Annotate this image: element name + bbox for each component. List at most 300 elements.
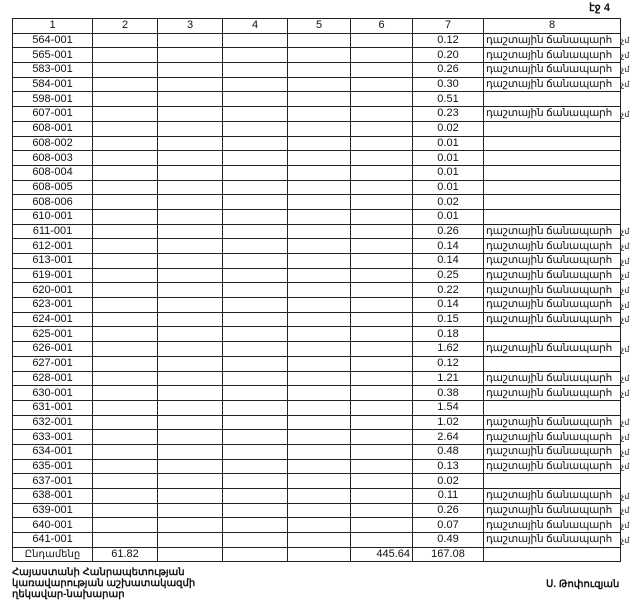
cell <box>288 312 351 327</box>
cell <box>158 209 223 224</box>
position-line: Հայաստանի Հանրապետության <box>12 567 185 578</box>
cell <box>288 180 351 195</box>
cell <box>93 415 158 430</box>
plot-id: 583-001 <box>13 63 93 78</box>
cell <box>351 327 413 342</box>
cell <box>223 136 288 151</box>
cell <box>223 195 288 210</box>
cell <box>158 400 223 415</box>
cell <box>223 489 288 504</box>
cell <box>93 121 158 136</box>
plot-area: 0.01 <box>413 136 484 151</box>
land-use: դաշտային ճանապարհ <box>484 489 621 504</box>
margin-mark: չմ <box>621 344 630 354</box>
cell <box>351 371 413 386</box>
cell <box>93 474 158 489</box>
land-use: դաշտային ճանապարհ <box>484 268 621 283</box>
col-header-8: 8 <box>484 19 621 34</box>
plot-id: 626-001 <box>13 342 93 357</box>
land-use: դաշտային ճանապարհ <box>484 342 621 357</box>
plot-id: 638-001 <box>13 489 93 504</box>
col-header-2: 2 <box>93 19 158 34</box>
cell <box>93 400 158 415</box>
cell <box>288 239 351 254</box>
cell <box>93 298 158 313</box>
cell <box>351 107 413 122</box>
cell <box>158 474 223 489</box>
margin-mark: չմ <box>621 462 630 472</box>
col-header-7: 7 <box>413 19 484 34</box>
plot-id: 608-002 <box>13 136 93 151</box>
land-use: դաշտային ճանապարհ <box>484 33 621 48</box>
cell <box>223 209 288 224</box>
cell <box>351 92 413 107</box>
cell <box>158 195 223 210</box>
cell <box>351 386 413 401</box>
cell <box>223 165 288 180</box>
plot-id: 634-001 <box>13 444 93 459</box>
cell <box>351 268 413 283</box>
land-use: դաշտային ճանապարհ <box>484 430 621 445</box>
margin-mark: չմ <box>621 535 630 545</box>
land-use: դաշտային ճանապարհ <box>484 533 621 548</box>
cell <box>288 33 351 48</box>
cell <box>351 503 413 518</box>
cell <box>351 444 413 459</box>
margin-mark: չմ <box>621 315 630 325</box>
cell <box>351 180 413 195</box>
cell <box>223 386 288 401</box>
margin-mark: չմ <box>621 506 630 516</box>
land-use: դաշտային ճանապարհ <box>484 371 621 386</box>
cell <box>351 489 413 504</box>
cell <box>158 63 223 78</box>
cell <box>158 489 223 504</box>
plot-id: 623-001 <box>13 298 93 313</box>
cell <box>351 224 413 239</box>
plot-area: 0.30 <box>413 77 484 92</box>
margin-mark: չմ <box>621 227 630 237</box>
cell <box>288 165 351 180</box>
cell <box>93 224 158 239</box>
cell <box>351 239 413 254</box>
col-header-5: 5 <box>288 19 351 34</box>
land-use: դաշտային ճանապարհ <box>484 77 621 92</box>
cell <box>223 224 288 239</box>
cell <box>288 400 351 415</box>
cell <box>351 298 413 313</box>
margin-mark: չմ <box>621 109 630 119</box>
cell <box>93 107 158 122</box>
land-use <box>484 180 621 195</box>
cell <box>93 327 158 342</box>
plot-area: 0.23 <box>413 107 484 122</box>
plot-area: 0.01 <box>413 180 484 195</box>
cell <box>351 283 413 298</box>
cell <box>223 180 288 195</box>
cell <box>288 356 351 371</box>
plot-area: 0.15 <box>413 312 484 327</box>
cell <box>158 77 223 92</box>
cell <box>158 533 223 548</box>
table-row <box>13 386 621 401</box>
cell <box>93 33 158 48</box>
cell <box>288 195 351 210</box>
table-row <box>13 48 621 63</box>
cell <box>93 489 158 504</box>
cell <box>288 386 351 401</box>
col-header-4: 4 <box>223 19 288 34</box>
cell <box>351 459 413 474</box>
plot-area: 0.01 <box>413 151 484 166</box>
table-row <box>13 283 621 298</box>
cell <box>351 63 413 78</box>
cell <box>351 430 413 445</box>
cell <box>288 342 351 357</box>
margin-mark: չմ <box>621 418 630 428</box>
col-header-1: 1 <box>13 19 93 34</box>
cell <box>158 430 223 445</box>
cell <box>93 503 158 518</box>
land-use: դաշտային ճանապարհ <box>484 503 621 518</box>
cell <box>158 312 223 327</box>
cell <box>351 209 413 224</box>
plot-area: 0.14 <box>413 254 484 269</box>
cell <box>351 533 413 548</box>
position-line: ղեկավար-նախարար <box>12 589 125 600</box>
plot-area: 0.26 <box>413 63 484 78</box>
margin-mark: չմ <box>621 256 630 266</box>
plot-id: 565-001 <box>13 48 93 63</box>
table-row <box>13 415 621 430</box>
cell <box>223 77 288 92</box>
cell <box>223 474 288 489</box>
cell <box>223 415 288 430</box>
land-use: դաշտային ճանապարհ <box>484 224 621 239</box>
plot-area: 0.38 <box>413 386 484 401</box>
cell <box>93 386 158 401</box>
cell <box>93 63 158 78</box>
cell <box>288 77 351 92</box>
cell <box>158 518 223 533</box>
header-row <box>13 19 621 34</box>
plot-id: 608-004 <box>13 165 93 180</box>
margin-mark: չմ <box>621 432 630 442</box>
cell <box>288 533 351 548</box>
land-use: դաշտային ճանապարհ <box>484 459 621 474</box>
land-plots-table <box>12 18 621 562</box>
cell <box>351 151 413 166</box>
plot-area: 0.26 <box>413 503 484 518</box>
plot-area: 0.26 <box>413 224 484 239</box>
cell <box>158 444 223 459</box>
table-row <box>13 33 621 48</box>
cell <box>93 165 158 180</box>
plot-area: 1.21 <box>413 371 484 386</box>
table-row <box>13 459 621 474</box>
land-use: դաշտային ճանապարհ <box>484 48 621 63</box>
plot-area: 0.11 <box>413 489 484 504</box>
cell <box>158 503 223 518</box>
cell <box>288 92 351 107</box>
margin-mark: չմ <box>621 374 630 384</box>
cell <box>158 224 223 239</box>
cell <box>93 430 158 445</box>
plot-area: 1.02 <box>413 415 484 430</box>
table-row <box>13 430 621 445</box>
plot-id: 613-001 <box>13 254 93 269</box>
table-row <box>13 444 621 459</box>
land-use <box>484 195 621 210</box>
cell <box>223 151 288 166</box>
plot-area: 0.13 <box>413 459 484 474</box>
cell <box>288 489 351 504</box>
cell <box>288 430 351 445</box>
margin-mark: չմ <box>621 50 630 60</box>
cell <box>93 209 158 224</box>
cell <box>351 48 413 63</box>
table-row <box>13 400 621 415</box>
land-use <box>484 327 621 342</box>
cell <box>223 518 288 533</box>
cell <box>223 356 288 371</box>
cell <box>223 327 288 342</box>
plot-id: 608-005 <box>13 180 93 195</box>
table-row <box>13 121 621 136</box>
plot-area: 0.14 <box>413 239 484 254</box>
margin-mark: չմ <box>621 36 630 45</box>
cell <box>158 268 223 283</box>
land-use <box>484 92 621 107</box>
cell <box>351 312 413 327</box>
cell <box>288 283 351 298</box>
margin-mark: չմ <box>621 491 630 501</box>
plot-id: 633-001 <box>13 430 93 445</box>
margin-mark: չմ <box>621 285 630 295</box>
table-row <box>13 474 621 489</box>
table-row <box>13 107 621 122</box>
plot-area: 0.25 <box>413 268 484 283</box>
cell <box>158 121 223 136</box>
cell <box>288 209 351 224</box>
signatory-name: Ս. Թոփուզյան <box>546 579 620 590</box>
plot-id: 625-001 <box>13 327 93 342</box>
plot-area: 0.12 <box>413 356 484 371</box>
plot-id: 608-001 <box>13 121 93 136</box>
plot-area: 0.49 <box>413 533 484 548</box>
table-row <box>13 151 621 166</box>
cell <box>158 180 223 195</box>
land-use: դաշտային ճանապարհ <box>484 415 621 430</box>
cell <box>93 356 158 371</box>
cell <box>93 268 158 283</box>
total-col7: 167.08 <box>413 547 484 562</box>
cell <box>351 474 413 489</box>
cell <box>223 239 288 254</box>
cell <box>288 547 351 562</box>
cell <box>288 327 351 342</box>
cell <box>288 518 351 533</box>
cell <box>93 151 158 166</box>
land-use <box>484 136 621 151</box>
plot-id: 635-001 <box>13 459 93 474</box>
table-row <box>13 268 621 283</box>
table-row <box>13 165 621 180</box>
land-use: դաշտային ճանապարհ <box>484 283 621 298</box>
cell <box>158 92 223 107</box>
cell <box>93 180 158 195</box>
cell <box>158 371 223 386</box>
cell <box>288 474 351 489</box>
cell <box>158 356 223 371</box>
cell <box>158 327 223 342</box>
plot-id: 640-001 <box>13 518 93 533</box>
plot-id: 630-001 <box>13 386 93 401</box>
cell <box>158 136 223 151</box>
plot-id: 598-001 <box>13 92 93 107</box>
land-use <box>484 356 621 371</box>
plot-id: 631-001 <box>13 400 93 415</box>
cell <box>223 92 288 107</box>
plot-id: 624-001 <box>13 312 93 327</box>
signatory-position <box>12 567 195 600</box>
table-row <box>13 312 621 327</box>
cell <box>288 503 351 518</box>
table-row <box>13 254 621 269</box>
plot-id: 632-001 <box>13 415 93 430</box>
plot-area: 0.02 <box>413 195 484 210</box>
cell <box>351 518 413 533</box>
cell <box>288 151 351 166</box>
cell <box>288 48 351 63</box>
cell <box>223 254 288 269</box>
plot-area: 0.14 <box>413 298 484 313</box>
table-row <box>13 224 621 239</box>
plot-id: 619-001 <box>13 268 93 283</box>
plot-area: 0.18 <box>413 327 484 342</box>
plot-id: 608-003 <box>13 151 93 166</box>
col-header-6: 6 <box>351 19 413 34</box>
land-use: դաշտային ճանապարհ <box>484 444 621 459</box>
margin-mark: չմ <box>621 80 630 90</box>
cell <box>223 533 288 548</box>
position-line: կառավարության աշխատակազմի <box>12 578 196 589</box>
cell <box>93 312 158 327</box>
cell <box>288 298 351 313</box>
plot-id: 610-001 <box>13 209 93 224</box>
cell <box>351 136 413 151</box>
plot-id: 611-001 <box>13 224 93 239</box>
plot-area: 0.01 <box>413 209 484 224</box>
cell <box>223 547 288 562</box>
land-use <box>484 474 621 489</box>
margin-mark: չմ <box>621 447 630 457</box>
plot-area: 2.64 <box>413 430 484 445</box>
table-row <box>13 136 621 151</box>
cell <box>351 77 413 92</box>
cell <box>351 356 413 371</box>
land-use <box>484 400 621 415</box>
land-use: դաշտային ճանապարհ <box>484 298 621 313</box>
cell <box>158 254 223 269</box>
cell <box>158 48 223 63</box>
cell <box>288 371 351 386</box>
margin-mark: չմ <box>621 241 630 251</box>
table-row <box>13 503 621 518</box>
cell <box>223 312 288 327</box>
land-use: դաշտային ճանապարհ <box>484 312 621 327</box>
table-row <box>13 298 621 313</box>
cell <box>223 107 288 122</box>
cell <box>223 298 288 313</box>
total-col6: 445.64 <box>351 547 413 562</box>
table-row <box>13 63 621 78</box>
table-row <box>13 209 621 224</box>
cell <box>93 77 158 92</box>
table-row <box>13 489 621 504</box>
cell <box>158 151 223 166</box>
cell <box>288 224 351 239</box>
plot-id: 637-001 <box>13 474 93 489</box>
table-row <box>13 77 621 92</box>
cell <box>158 239 223 254</box>
land-use <box>484 151 621 166</box>
cell <box>288 415 351 430</box>
plot-id: 564-001 <box>13 33 93 48</box>
land-use: դաշտային ճանապարհ <box>484 107 621 122</box>
plot-id: 627-001 <box>13 356 93 371</box>
cell <box>351 254 413 269</box>
cell <box>223 121 288 136</box>
col-header-3: 3 <box>158 19 223 34</box>
land-use: դաշտային ճանապարհ <box>484 254 621 269</box>
cell <box>351 165 413 180</box>
table-row <box>13 180 621 195</box>
cell <box>158 283 223 298</box>
table-row <box>13 92 621 107</box>
cell <box>223 430 288 445</box>
cell <box>93 371 158 386</box>
plot-id: 641-001 <box>13 533 93 548</box>
margin-mark: չմ <box>621 521 630 531</box>
cell <box>288 63 351 78</box>
plot-area: 0.02 <box>413 121 484 136</box>
plot-area: 0.12 <box>413 33 484 48</box>
plot-area: 1.54 <box>413 400 484 415</box>
total-col2: 61.82 <box>93 547 158 562</box>
plot-area: 0.51 <box>413 92 484 107</box>
plot-id: 620-001 <box>13 283 93 298</box>
table-row <box>13 371 621 386</box>
plot-area: 1.62 <box>413 342 484 357</box>
plot-area: 0.02 <box>413 474 484 489</box>
cell <box>93 239 158 254</box>
plot-id: 612-001 <box>13 239 93 254</box>
cell <box>93 92 158 107</box>
cell <box>158 415 223 430</box>
cell <box>93 283 158 298</box>
cell <box>223 444 288 459</box>
cell <box>93 136 158 151</box>
table-row <box>13 239 621 254</box>
plot-area: 0.48 <box>413 444 484 459</box>
cell <box>288 459 351 474</box>
cell <box>223 342 288 357</box>
cell <box>223 400 288 415</box>
table-row <box>13 533 621 548</box>
cell <box>93 459 158 474</box>
cell <box>288 107 351 122</box>
